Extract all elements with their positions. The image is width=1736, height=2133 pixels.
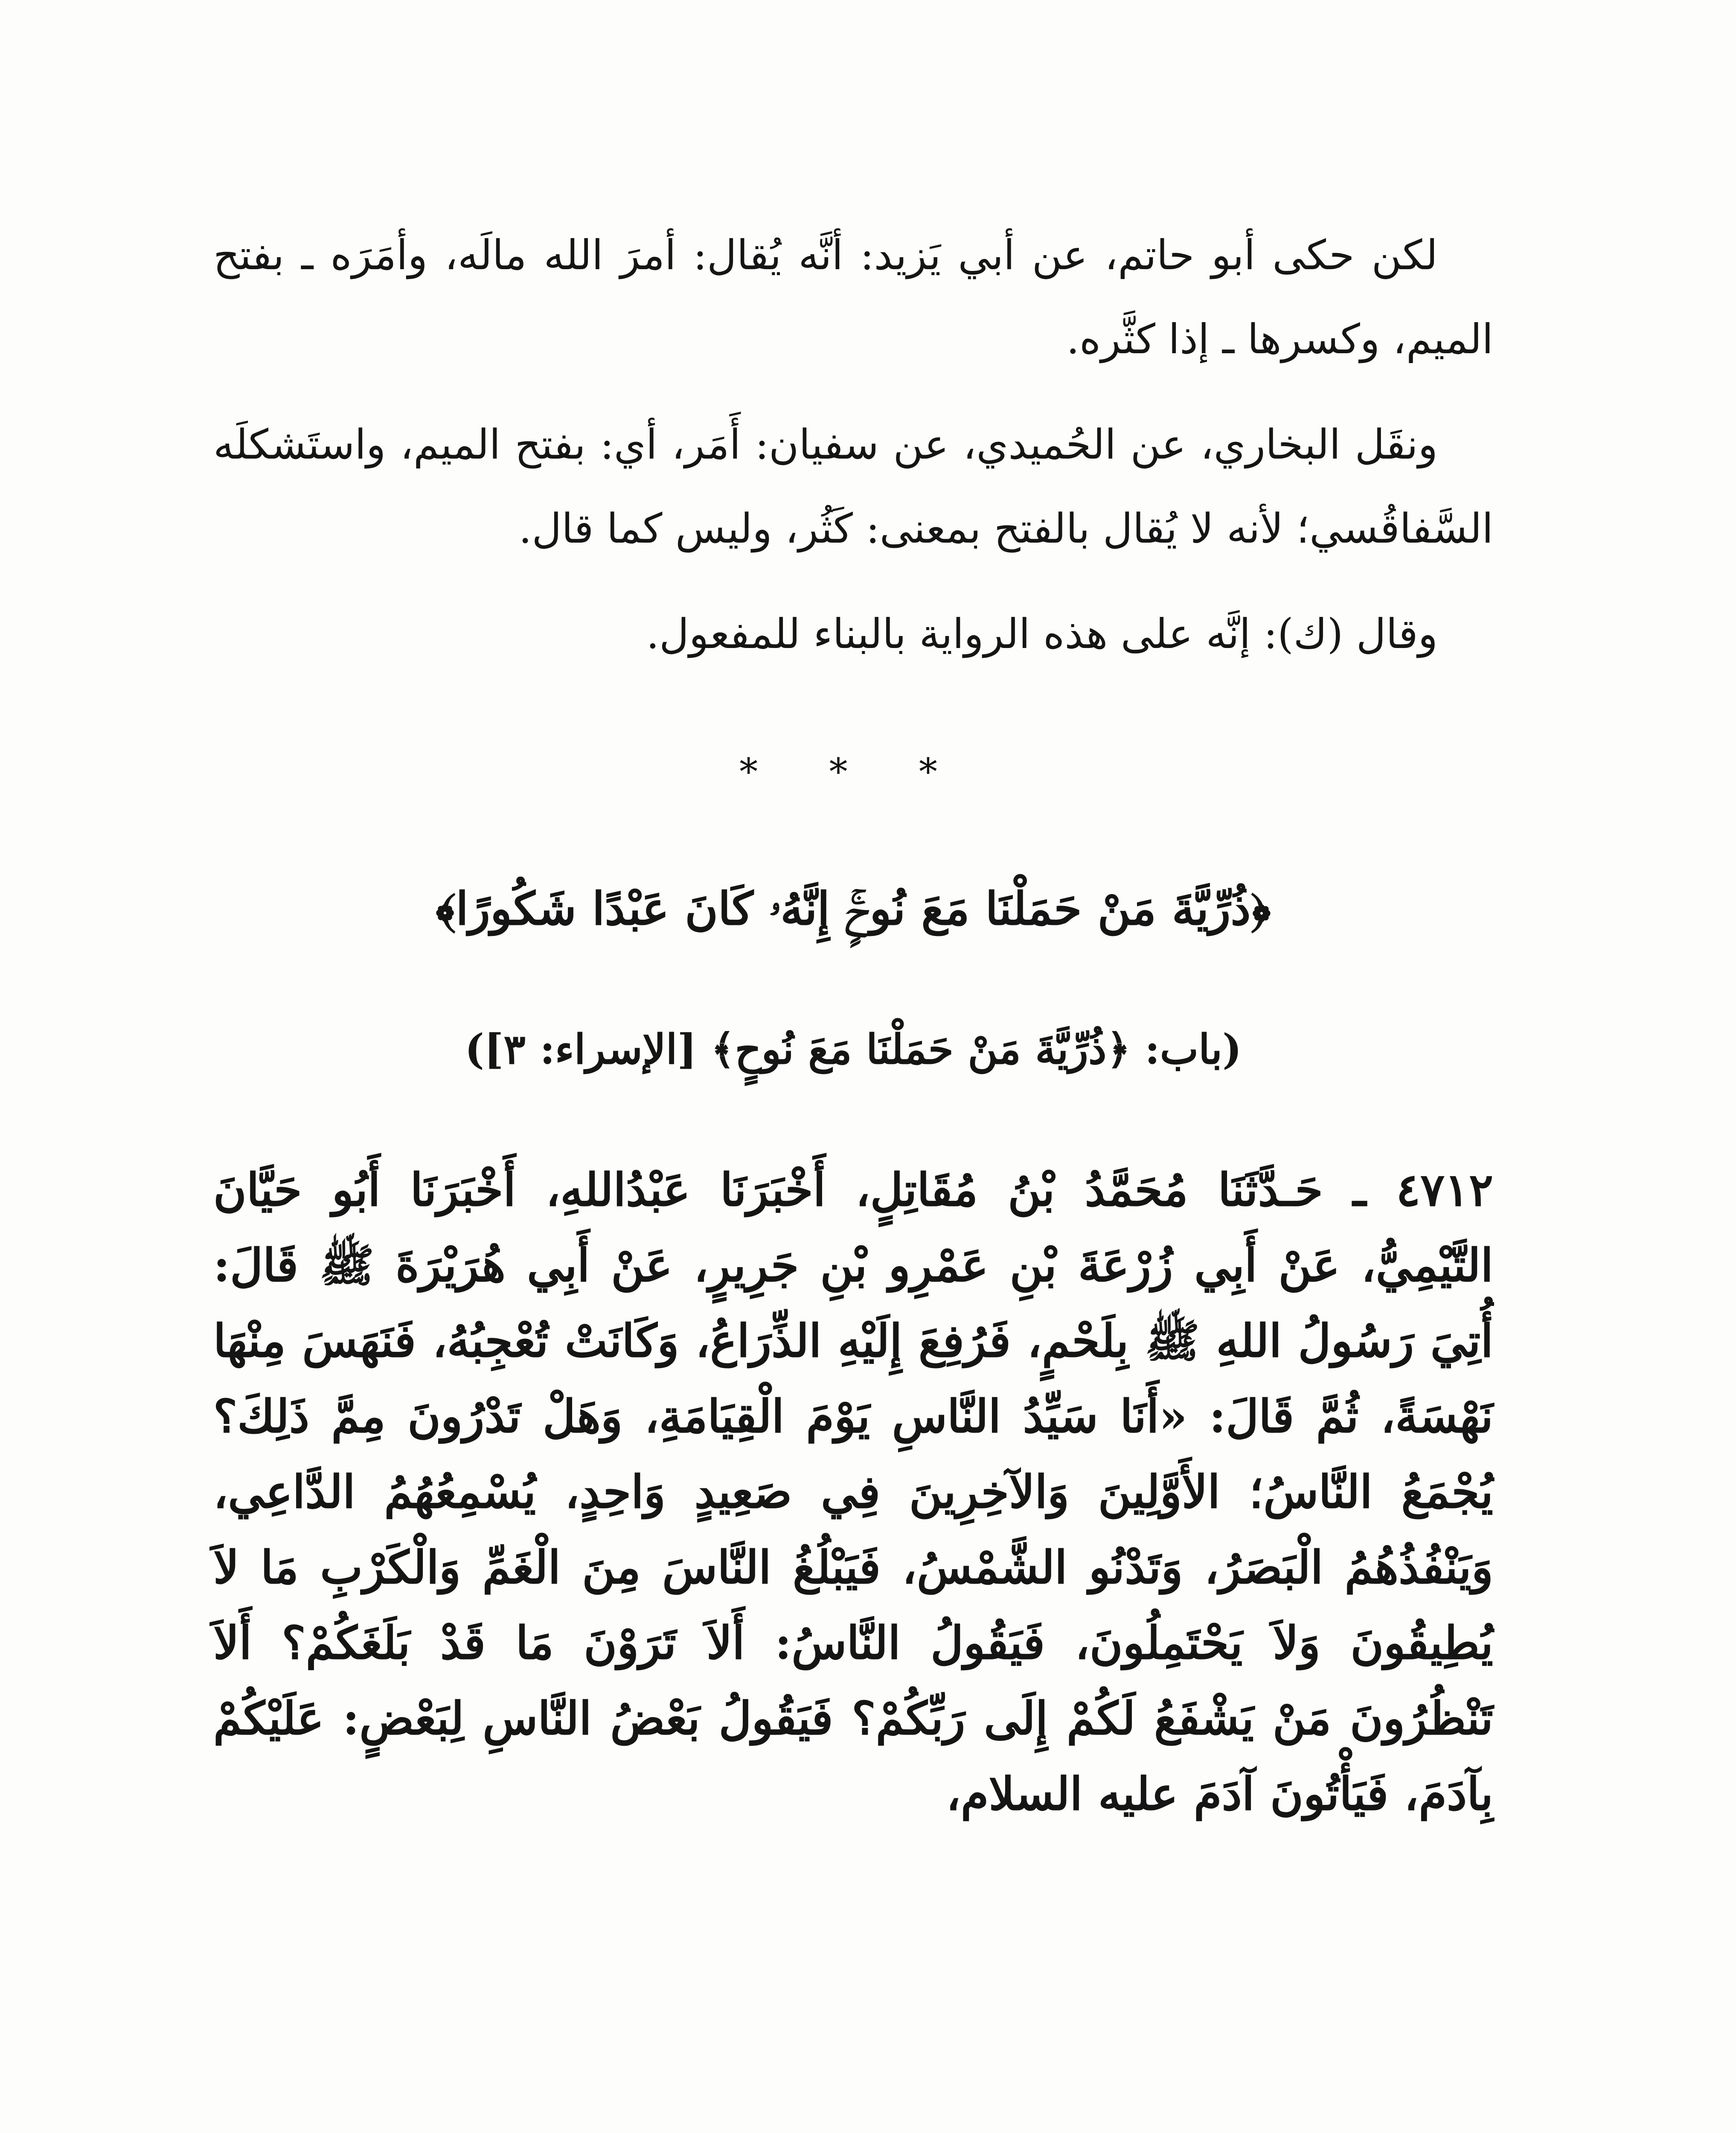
commentary-paragraph-1: لكن حكى أبو حاتم، عن أبي يَزيد: أنَّه يُقال: أمرَ الله مالَه، وأمَرَه ـ بفتح الميم، وكسرها ـ إذا كثَّره. bbox=[213, 231, 1493, 363]
commentary-paragraph-3: وقال (ك): إنَّه على هذه الرواية بالبناء للمفعول. bbox=[646, 610, 1438, 658]
hadith-text: حَـدَّثَنَا مُحَمَّدُ بْنُ مُقَاتِلٍ، أَخْبَرَنَا عَبْدُاللهِ، أَخْبَرَنَا أَبُو حَيَّانَ التَّيْمِيُّ، عَنْ أَبِي زُرْعَةَ بْنِ عَمْرِو بْنِ جَرِيرٍ، عَنْ أَبِي هُرَيْرَةَ ﷺ قَالَ: أُتِيَ رَسُولُ اللهِ ﷺ بِلَحْمٍ، فَرُفِعَ إِلَيْهِ الذِّرَاعُ، وَكَانَتْ تُعْجِبُهُ، فَنَهَسَ مِنْهَا نَهْسَةً، ثُمَّ قَالَ: «أَنَا سَيِّدُ النَّاسِ يَوْمَ الْقِيَامَةِ، وَهَلْ تَدْرُونَ مِمَّ ذَلِكَ؟ يُجْمَعُ النَّاسُ؛ الأَوَّلِينَ وَالآخِرِينَ فِي صَعِيدٍ وَاحِدٍ، يُسْمِعُهُمُ الدَّاعِي، وَيَنْفُذُهُمُ الْبَصَرُ، وَتَدْنُو الشَّمْسُ، فَيَبْلُغُ النَّاسَ مِنَ الْغَمِّ وَالْكَرْبِ مَا لاَ يُطِيقُونَ وَلاَ يَحْتَمِلُونَ، فَيَقُولُ النَّاسُ: أَلاَ تَرَوْنَ مَا قَدْ بَلَغَكُمْ؟ أَلاَ تَنْظُرُونَ مَنْ يَشْفَعُ لَكُمْ إِلَى رَبِّكُمْ؟ فَيَقُولُ بَعْضُ النَّاسِ لِبَعْضٍ: عَلَيْكُمْ بِآدَمَ، فَيَأْتُونَ آدَمَ عليه السلام، bbox=[213, 1163, 1493, 1820]
chapter-heading: (باب: ﴿ذُرِّيَّةَ مَنْ حَمَلْنَا مَعَ نُوحٍ﴾ [الإسراء: ٣]) bbox=[465, 1025, 1242, 1073]
section-separator: * * * bbox=[739, 751, 967, 793]
text-column bbox=[213, 213, 1493, 1831]
commentary-paragraph-2: ونقَل البخاري، عن الحُميدي، عن سفيان: أَمَر، أي: بفتح الميم، واستَشكلَه السَّفاقُسي؛ لأنه لا يُقال بالفتح بمعنى: كَثُر، وليس كما قال. bbox=[213, 421, 1493, 552]
hadith-number: ٤٧١٢ ـ bbox=[1353, 1163, 1493, 1216]
hadith-paragraph bbox=[213, 1152, 1493, 1831]
quran-verse-heading: ﴿ذُرِّيَّةَ مَنْ حَمَلْنَا مَعَ نُوحٍۚ إِنَّهُۥ كَانَ عَبْدًا شَكُورًا﴾ bbox=[436, 882, 1271, 935]
